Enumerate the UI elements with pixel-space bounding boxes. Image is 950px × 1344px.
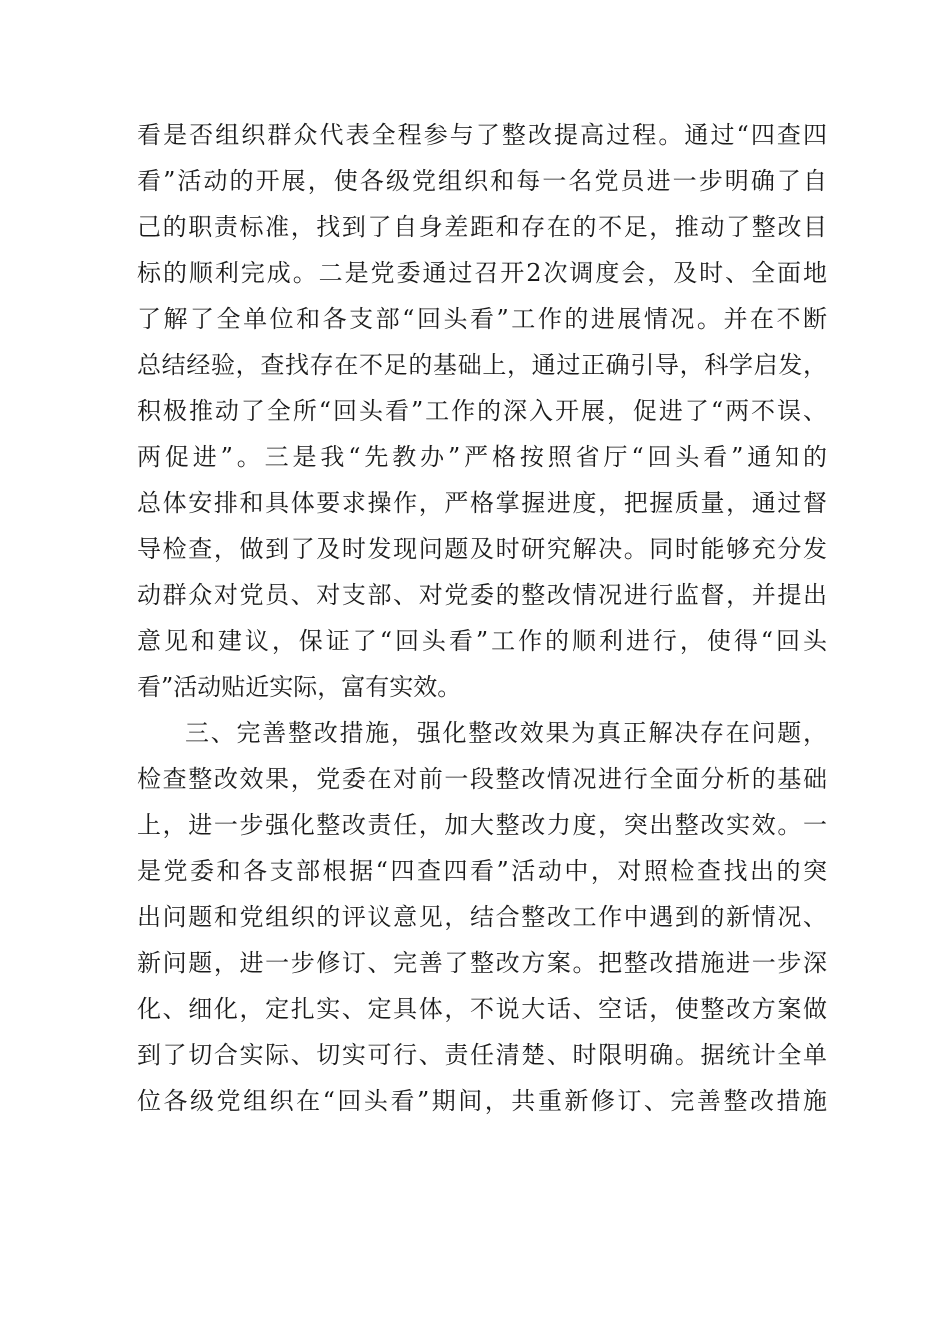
text-line: 检查整改效果，党委在对前一段整改情况进行全面分析的基础 <box>137 765 827 793</box>
document-body <box>137 112 827 1124</box>
text-line: 意见和建议，保证了“回头看”工作的顺利进行，使得“回头 <box>137 627 827 655</box>
text-line: 总体安排和具体要求操作，严格掌握进度，把握质量，通过督 <box>137 489 827 517</box>
text-line: 看”活动贴近实际，富有实效。 <box>137 673 462 701</box>
paragraph <box>137 112 827 710</box>
paragraph <box>137 710 827 1124</box>
text-line: 总结经验，查找存在不足的基础上，通过正确引导，科学启发， <box>137 351 827 379</box>
text-line: 看”活动的开展，使各级党组织和每一名党员进一步明确了自 <box>137 167 827 195</box>
text-line: 三、完善整改措施，强化整改效果为真正解决存在问题， <box>185 719 827 747</box>
text-line: 己的职责标准，找到了自身差距和存在的不足，推动了整改目 <box>137 213 827 241</box>
text-line: 积极推动了全所“回头看”工作的深入开展，促进了“两不误、 <box>137 397 827 425</box>
text-line: 上，进一步强化整改责任，加大整改力度，突出整改实效。一 <box>137 811 827 839</box>
text-line: 两促进”。三是我“先教办”严格按照省厅“回头看”通知的 <box>137 443 827 471</box>
text-line: 动群众对党员、对支部、对党委的整改情况进行监督，并提出 <box>137 581 827 609</box>
text-line: 导检查，做到了及时发现问题及时研究解决。同时能够充分发 <box>137 535 827 563</box>
text-line: 新问题，进一步修订、完善了整改方案。把整改措施进一步深 <box>137 949 827 977</box>
text-line: 是党委和各支部根据“四查四看”活动中，对照检查找出的突 <box>137 857 827 885</box>
text-line: 看是否组织群众代表全程参与了整改提高过程。通过“四查四 <box>137 121 827 149</box>
text-line: 位各级党组织在“回头看”期间，共重新修订、完善整改措施 <box>137 1087 827 1115</box>
text-line: 化、细化，定扎实、定具体，不说大话、空话，使整改方案做 <box>137 995 827 1023</box>
text-line: 标的顺利完成。二是党委通过召开2次调度会，及时、全面地 <box>137 259 827 287</box>
text-line: 了解了全单位和各支部“回头看”工作的进展情况。并在不断 <box>137 305 827 333</box>
text-line: 到了切合实际、切实可行、责任清楚、时限明确。据统计全单 <box>137 1041 827 1069</box>
text-line: 出问题和党组织的评议意见，结合整改工作中遇到的新情况、 <box>137 903 827 931</box>
